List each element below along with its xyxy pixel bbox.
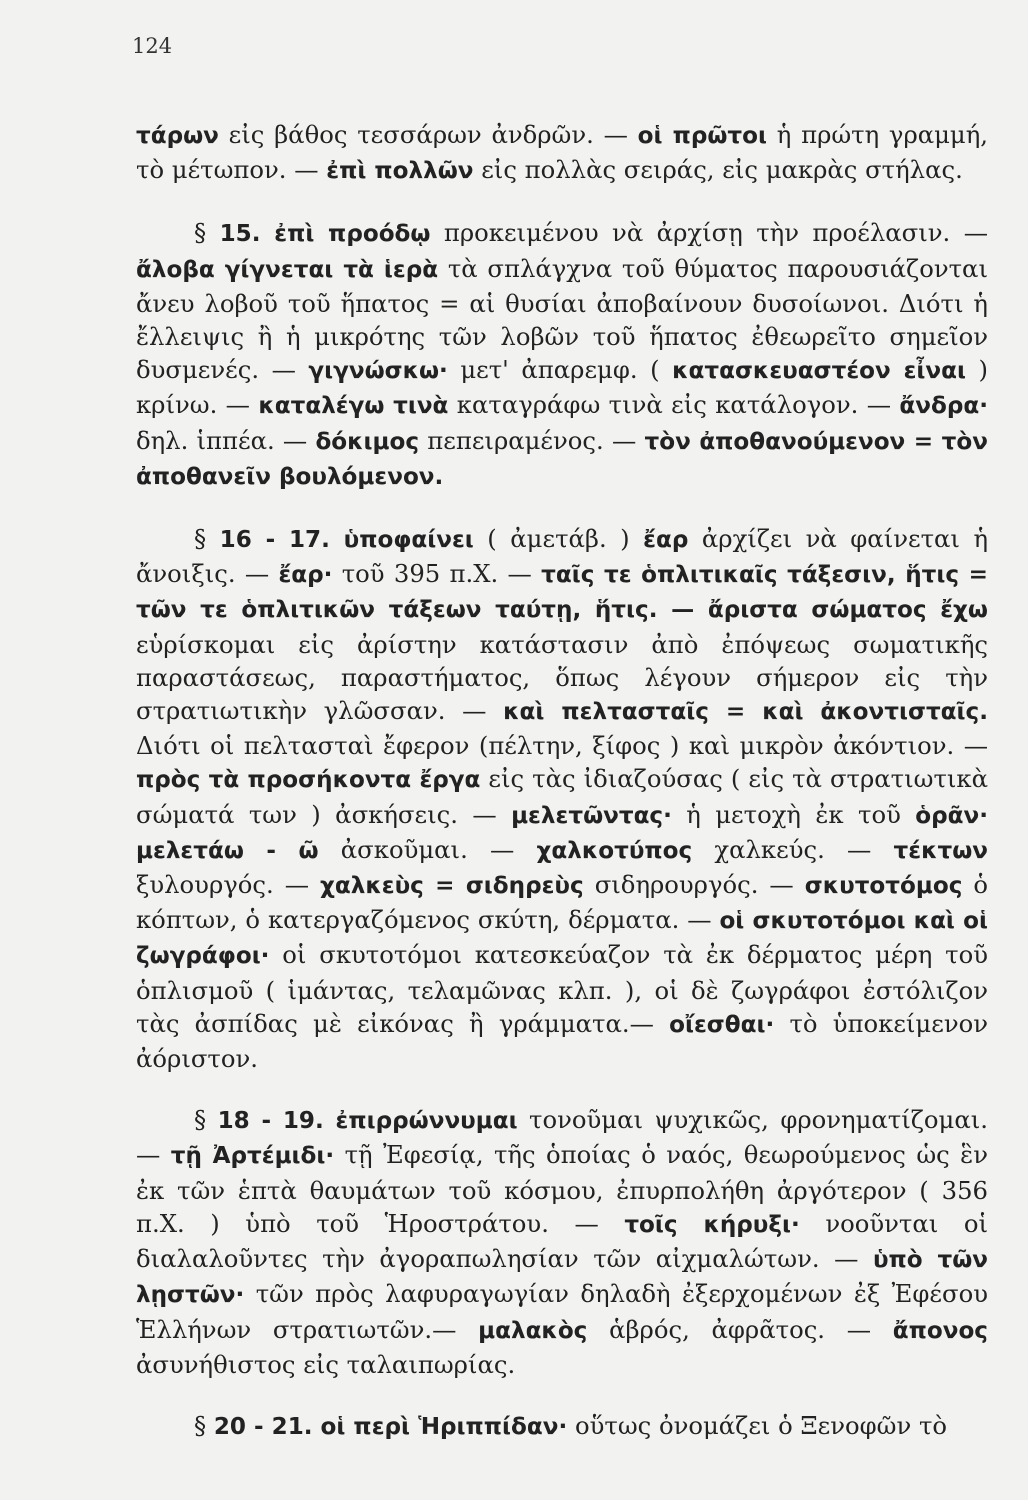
- lemma-term: τὸν ἀποθανούμενον = τὸν ἀποθανεῖν βουλόμενον.: [136, 428, 988, 490]
- gloss-text: τὰ σπλάγχνα τοῦ θύματος παρουσιάζονται ἄνευ λοβοῦ τοῦ ἥπατος = αἱ θυσίαι ἀποβαίνουν δυσοίωνοι. Διότι ἡ ἔλλειψις ἢ ἡ μικρότης τῶν λοβῶν τοῦ ἥπατος ἐθεωρεῖτο σημεῖον δυσμενές. —: [136, 253, 988, 385]
- gloss-text: τοῦ 395 π.Χ. —: [332, 559, 542, 589]
- gloss-text: εἰς τὰς ἰδιαζούσας ( εἰς τὰ στρατιωτικὰ σώματά των ) ἀσκήσεις. —: [136, 764, 988, 829]
- lemma-term: γιγνώσκω·: [308, 358, 448, 385]
- gloss-text: οἱ σκυτοτόμοι κατεσκεύαζον τὰ ἐκ δέρματος μέρη τοῦ ὁπλισμοῦ ( ἱμάντας, τελαμῶνας κλπ. ), οἱ δὲ ζωγράφοι ἐστόλιζον τὰς ἀσπίδας μὲ εἰκόνας ἢ γράμματα.—: [136, 940, 988, 1038]
- lemma-term: καὶ πελτασταῖς = καὶ ἀκοντισταῖς.: [503, 699, 988, 726]
- gloss-text: ἀσυνήθιστος εἰς ταλαιπωρίας.: [136, 1349, 516, 1379]
- paragraph-section-15: [136, 216, 988, 494]
- gloss-text: ( ἀμετάβ. ): [473, 524, 644, 554]
- gloss-text: τῶν πρὸς λαφυραγωγίαν δηλαδὴ ἐξερχομένων ἐξ Ἐφέσου Ἑλλήνων στρατιωτῶν.—: [136, 1279, 988, 1344]
- gloss-text: ἁβρός, ἀφρᾶτος. —: [587, 1314, 893, 1344]
- lemma-term: οἱ πρῶτοι: [637, 123, 768, 149]
- gloss-text: ἡ πρώτη γραμμή, τὸ μέτωπον. —: [136, 120, 988, 185]
- gloss-text: §: [194, 1410, 214, 1440]
- gloss-text: εὑρίσκομαι εἰς ἀρίστην κατάστασιν ἀπὸ ἐπόψεως σωματικῆς παραστάσεως, παραστήματος, ὅπως λέγουν σήμερον εἰς τὴν στρατιωτικὴν γλῶσσαν. —: [136, 629, 988, 726]
- lemma-term: οἱ σκυτοτόμοι καὶ οἱ ζωγράφοι·: [136, 908, 988, 970]
- gloss-text: μετ' ἀπαρεμφ. (: [447, 355, 673, 385]
- paragraph-intro: [136, 118, 988, 188]
- gloss-text: ἡ μετοχὴ ἐκ τοῦ: [671, 799, 916, 829]
- lemma-term: μελετῶντας·: [511, 802, 672, 829]
- gloss-text: ἀρχίζει νὰ φαίνεται ἡ ἄνοιξις. —: [136, 524, 989, 589]
- gloss-text: τὸ ὑποκείμενον ἀόριστον.: [136, 1008, 988, 1074]
- lemma-term: τοῖς κήρυξι·: [624, 1211, 800, 1238]
- gloss-text: δηλ. ἱππέα. —: [136, 425, 316, 455]
- gloss-text: σιδηρουργός. —: [583, 870, 805, 900]
- gloss-text: καταγράφω τινὰ εἰς κατάλογον. —: [448, 390, 900, 420]
- gloss-text: χαλκεύς. —: [692, 834, 894, 864]
- gloss-text: εἰς πολλὰς σειράς, εἰς μακρὰς στήλας.: [473, 155, 963, 185]
- lemma-term: ἐπὶ πολλῶν: [326, 158, 474, 185]
- lemma-term: ἄνδρα·: [899, 393, 988, 420]
- lemma-term: καταλέγω τινὰ: [258, 393, 449, 420]
- paragraph-section-18-19: [136, 1103, 988, 1381]
- page-number: 124: [132, 34, 173, 58]
- paragraph-section-16-17: [136, 522, 988, 1075]
- lemma-term: 15. ἐπὶ προόδῳ: [219, 221, 431, 248]
- lemma-term: οἴεσθαι·: [669, 1011, 775, 1038]
- gloss-text: §: [194, 524, 220, 554]
- lemma-term: ἄλοβα γίγνεται τὰ ἱερὰ: [136, 256, 439, 283]
- lemma-term: τῇ Ἀρτέμιδι·: [170, 1143, 335, 1170]
- gloss-text: Διότι οἱ πελτασταὶ ἔφερον (πέλτην, ξίφος ) καὶ μικρὸν ἀκόντιον. —: [136, 731, 988, 761]
- gloss-text: ἀσκοῦμαι. —: [318, 834, 537, 864]
- gloss-text: τῇ Ἐφεσίᾳ, τῆς ὁποίας ὁ ναός, θεωρούμενος ὡς ἓν ἐκ τῶν ἑπτὰ θαυμάτων τοῦ κόσμου, ἐπυρπολήθη ἀργότερον ( 356 π.Χ. ) ὑπὸ τοῦ Ἡροστράτου. —: [136, 1140, 988, 1238]
- lemma-term: ὑπὸ τῶν λῃστῶν·: [136, 1247, 988, 1309]
- gloss-text: ) κρίνω. —: [136, 355, 989, 420]
- gloss-text: εἰς βάθος τεσσάρων ἀνδρῶν. —: [218, 120, 638, 149]
- gloss-text: προκειμένου νὰ ἀρχίσῃ τὴν προέλασιν. —: [430, 218, 989, 248]
- lemma-term: ταῖς τε ὁπλιτικαῖς τάξεσιν, ἥτις = τῶν τε ὁπλιτικῶν τάξεων ταύτῃ, ἥτις. — ἄριστα σώματος ἔχω: [136, 562, 988, 624]
- gloss-text: ὁ κόπτων, ὁ κατεργαζόμενος σκύτη, δέρματα. —: [136, 870, 988, 935]
- lemma-term: 18 - 19. ἐπιρρώννυμαι: [217, 1108, 518, 1135]
- lemma-term: 16 - 17. ὑποφαίνει: [219, 527, 474, 554]
- paragraph-section-20-21: [136, 1409, 988, 1444]
- lemma-term: ἔαρ·: [278, 562, 333, 589]
- gloss-text: ξυλουργός. —: [136, 870, 321, 900]
- lemma-term: ὁρᾶν· μελετάω - ῶ: [136, 802, 988, 864]
- gloss-text: §: [194, 1105, 218, 1135]
- lemma-term: τάρων: [136, 123, 219, 149]
- lemma-term: τέκτων: [893, 837, 988, 864]
- gloss-text: §: [194, 218, 220, 248]
- gloss-text: νοοῦνται οἱ διαλαλοῦντες τὴν ἀγοραπωλησίαν τῶν αἰχμαλώτων. —: [136, 1208, 988, 1274]
- gloss-text: τονοῦμαι ψυχικῶς, φρονηματίζομαι. —: [136, 1105, 988, 1170]
- lemma-term: σκυτοτόμος: [804, 873, 963, 900]
- gloss-text: οὕτως ὀνομάζει ὁ Ξενοφῶν τὸ: [567, 1410, 948, 1440]
- lemma-term: ἔαρ: [643, 527, 689, 554]
- lemma-term: πρὸς τὰ προσήκοντα ἔργα: [136, 767, 481, 794]
- lemma-term: μαλακὸς: [478, 1317, 588, 1344]
- gloss-text: πεπειραμένος. —: [419, 425, 645, 455]
- lemma-term: δόκιμος: [315, 428, 420, 455]
- lemma-term: χαλκεὺς = σιδηρεὺς: [320, 873, 584, 900]
- commentary-body: [136, 118, 988, 1444]
- lemma-term: ἄπονος: [892, 1317, 988, 1344]
- lemma-term: χαλκοτύπος: [536, 837, 693, 864]
- lemma-term: κατασκευαστέον εἶναι: [672, 358, 966, 385]
- lemma-term: 20 - 21. οἱ περὶ Ἡριππίδαν·: [213, 1413, 568, 1440]
